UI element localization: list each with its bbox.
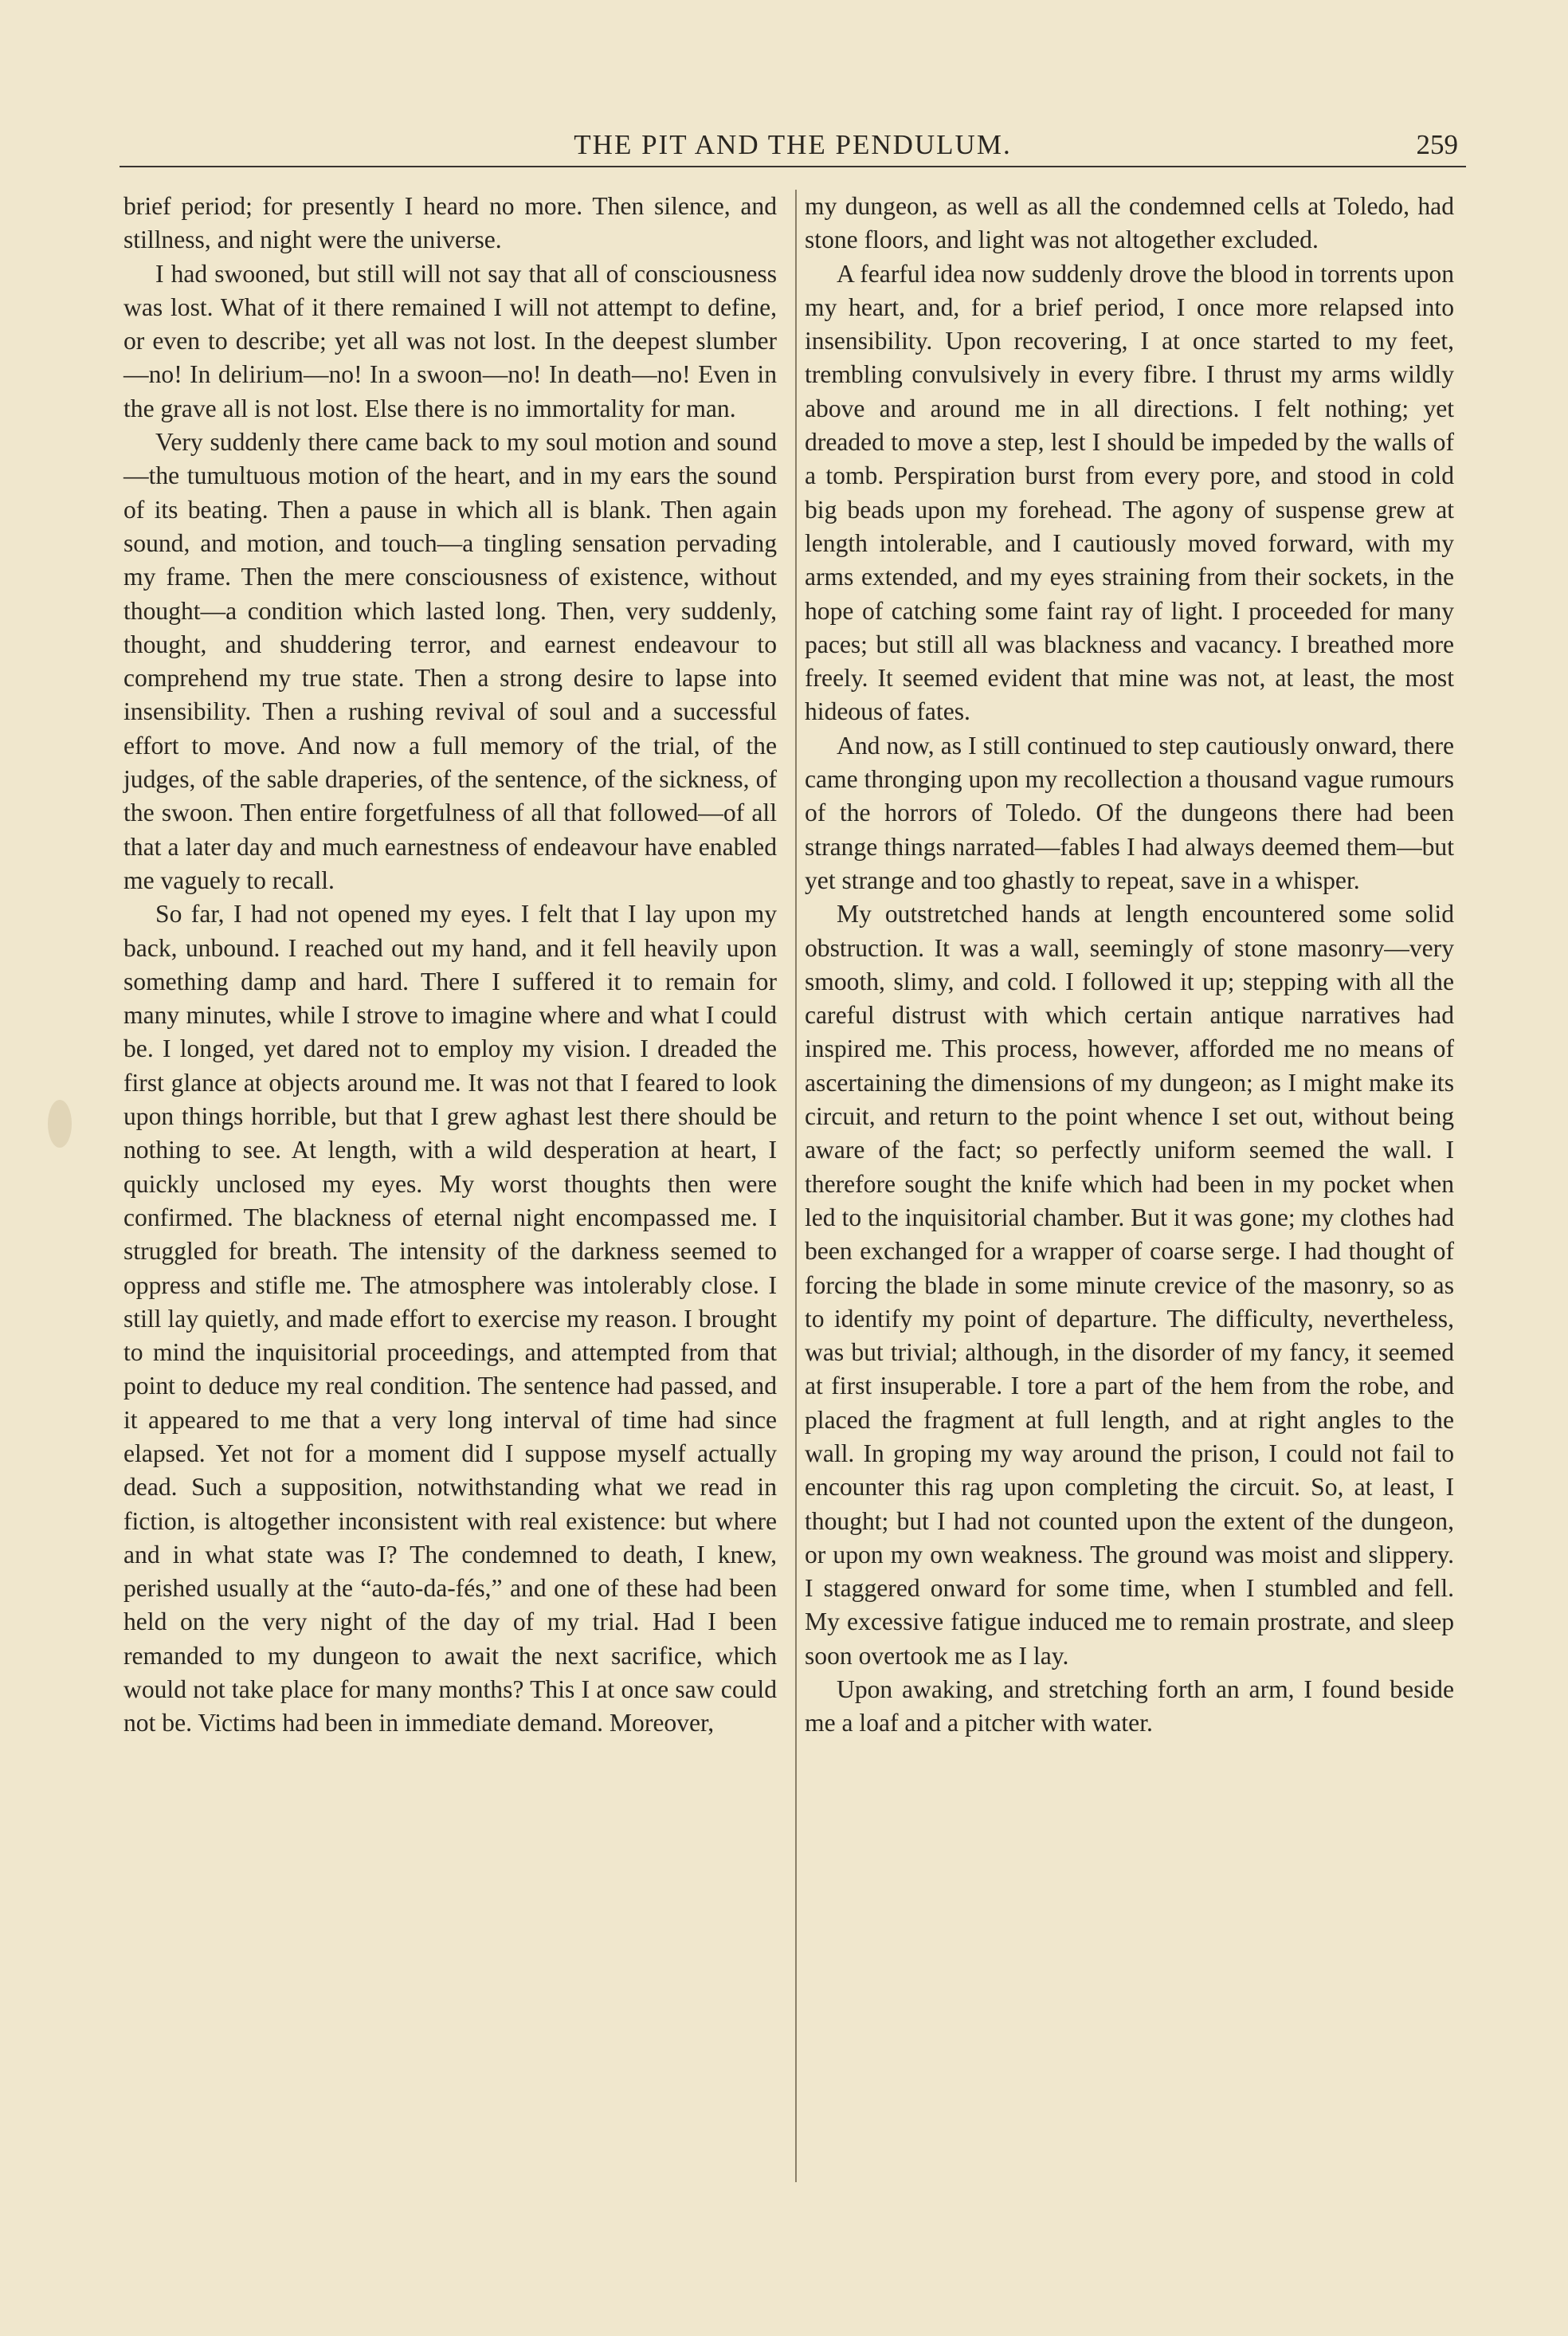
- paragraph: And now, as I still continued to step cautiously onward, there came thronging upon my recollection a thousand vague rumours of the horrors of Toledo. Of the dungeons there had been strange things narrated—fables I had always deemed them—but yet strange and too ghastly to repeat, save in a whisper.: [805, 731, 1454, 894]
- paragraph: So far, I had not opened my eyes. I felt that I lay upon my back, unbound. I reached out my hand, and it fell heavily upon something damp and hard. There I suffered it to remain for many minutes, while I strove to imagine where and what I could be. I longed, yet dared not to employ my vision. I dreaded the first glance at objects around me. It was not that I feared to look upon things horrible, but that I grew aghast lest there should be nothing to see. At length, with a wild desperation at heart, I quickly unclosed my eyes. My worst thoughts then were confirmed. The blackness of eternal night encompassed me. I struggled for breath. The intensity of the darkness seemed to oppress and stifle me. The atmosphere was intolerably close. I still lay quietly, and made effort to exercise my reason. I brought to mind the inquisitorial proceedings, and attempted from that point to deduce my real condition. The sentence had passed, and it appeared to me that a very long interval of time had since elapsed. Yet not for a moment did I suppose myself actually dead. Such a supposition, notwithstanding what we read in fiction, is altogether inconsistent with real existence: but where and in what state was I? The condemned to death, I knew, perished usually at the “auto-da-fés,” and one of these had been held on the very night of the day of my trial. Had I been remanded to my dungeon to await the next sacrifice, which would not take place for many months? This I at once saw could not be. Victims had been in immediate demand. Moreover,: [123, 900, 777, 1737]
- paragraph: Upon awaking, and stretching forth an arm, I found beside me a loaf and a pitcher with water.: [805, 1675, 1454, 1737]
- page-stain: [48, 1100, 72, 1148]
- right-column: [805, 190, 1454, 1741]
- header-rule: [120, 166, 1466, 167]
- running-title: THE PIT AND THE PENDULUM.: [574, 129, 1012, 160]
- paragraph: My outstretched hands at length encountered some solid obstruction. It was a wall, seemingly of stone masonry—very smooth, slimy, and cold. I followed it up; stepping with all the careful distrust with which certain antique narratives had inspired me. This process, however, afforded me no means of ascertaining the dimensions of my dungeon; as I might make its circuit, and return to the point whence I set out, without being aware of the fact; so perfectly uniform seemed the wall. I therefore sought the knife which had been in my pocket when led to the inquisitorial chamber. But it was gone; my clothes had been exchanged for a wrapper of coarse serge. I had thought of forcing the blade in some minute crevice of the masonry, so as to identify my point of departure. The difficulty, nevertheless, was but trivial; although, in the disorder of my fancy, it seemed at first insuperable. I tore a part of the hem from the robe, and placed the fragment at full length, and at right angles to the wall. In groping my way around the prison, I could not fail to encounter this rag upon completing the circuit. So, at least, I thought; but I had not counted upon the extent of the dungeon, or upon my own weakness. The ground was moist and slippery. I staggered onward for some time, when I stumbled and fell. My excessive fatigue induced me to remain prostrate, and sleep soon overtook me as I lay.: [805, 900, 1454, 1670]
- paragraph: I had swooned, but still will not say that all of consciousness was lost. What of it there remained I will not attempt to define, or even to describe; yet all was not lost. In the deepest slumber—no! In delirium—no! In a swoon—no! In death—no! Even in the grave all is not lost. Else there is no immortality for man.: [123, 259, 777, 422]
- column-divider: [795, 190, 797, 2182]
- paragraph: my dungeon, as well as all the condemned cells at Toledo, had stone floors, and light was not altogether excluded.: [805, 192, 1454, 254]
- page-number: 259: [1416, 129, 1458, 160]
- paragraph: Very suddenly there came back to my soul motion and sound—the tumultuous motion of the heart, and in my ears the sound of its beating. Then a pause in which all is blank. Then again sound, and motion, and touch—a tingling sensation pervading my frame. Then the mere consciousness of existence, without thought—a condition which lasted long. Then, very suddenly, thought, and shuddering terror, and earnest endeavour to comprehend my true state. Then a strong desire to lapse into insensibility. Then a rushing revival of soul and a successful effort to move. And now a full memory of the trial, of the judges, of the sable draperies, of the sentence, of the sickness, of the swoon. Then entire forgetfulness of all that followed—of all that a later day and much earnestness of endeavour have enabled me vaguely to recall.: [123, 428, 777, 894]
- left-column: [123, 190, 777, 1741]
- page-header: [120, 126, 1466, 166]
- paragraph: A fearful idea now suddenly drove the blood in torrents upon my heart, and, for a brief period, I once more relapsed into insensibility. Upon recovering, I at once started to my feet, trembling convulsively in every fibre. I thrust my arms wildly above and around me in all directions. I felt nothing; yet dreaded to move a step, lest I should be impeded by the walls of a tomb. Perspiration burst from every pore, and stood in cold big beads upon my forehead. The agony of suspense grew at length intolerable, and I cautiously moved forward, with my arms extended, and my eyes straining from their sockets, in the hope of catching some faint ray of light. I proceeded for many paces; but still all was blackness and vacancy. I breathed more freely. It seemed evident that mine was not, at least, the most hideous of fates.: [805, 259, 1454, 726]
- paragraph: brief period; for presently I heard no more. Then silence, and stillness, and night were the universe.: [123, 192, 777, 254]
